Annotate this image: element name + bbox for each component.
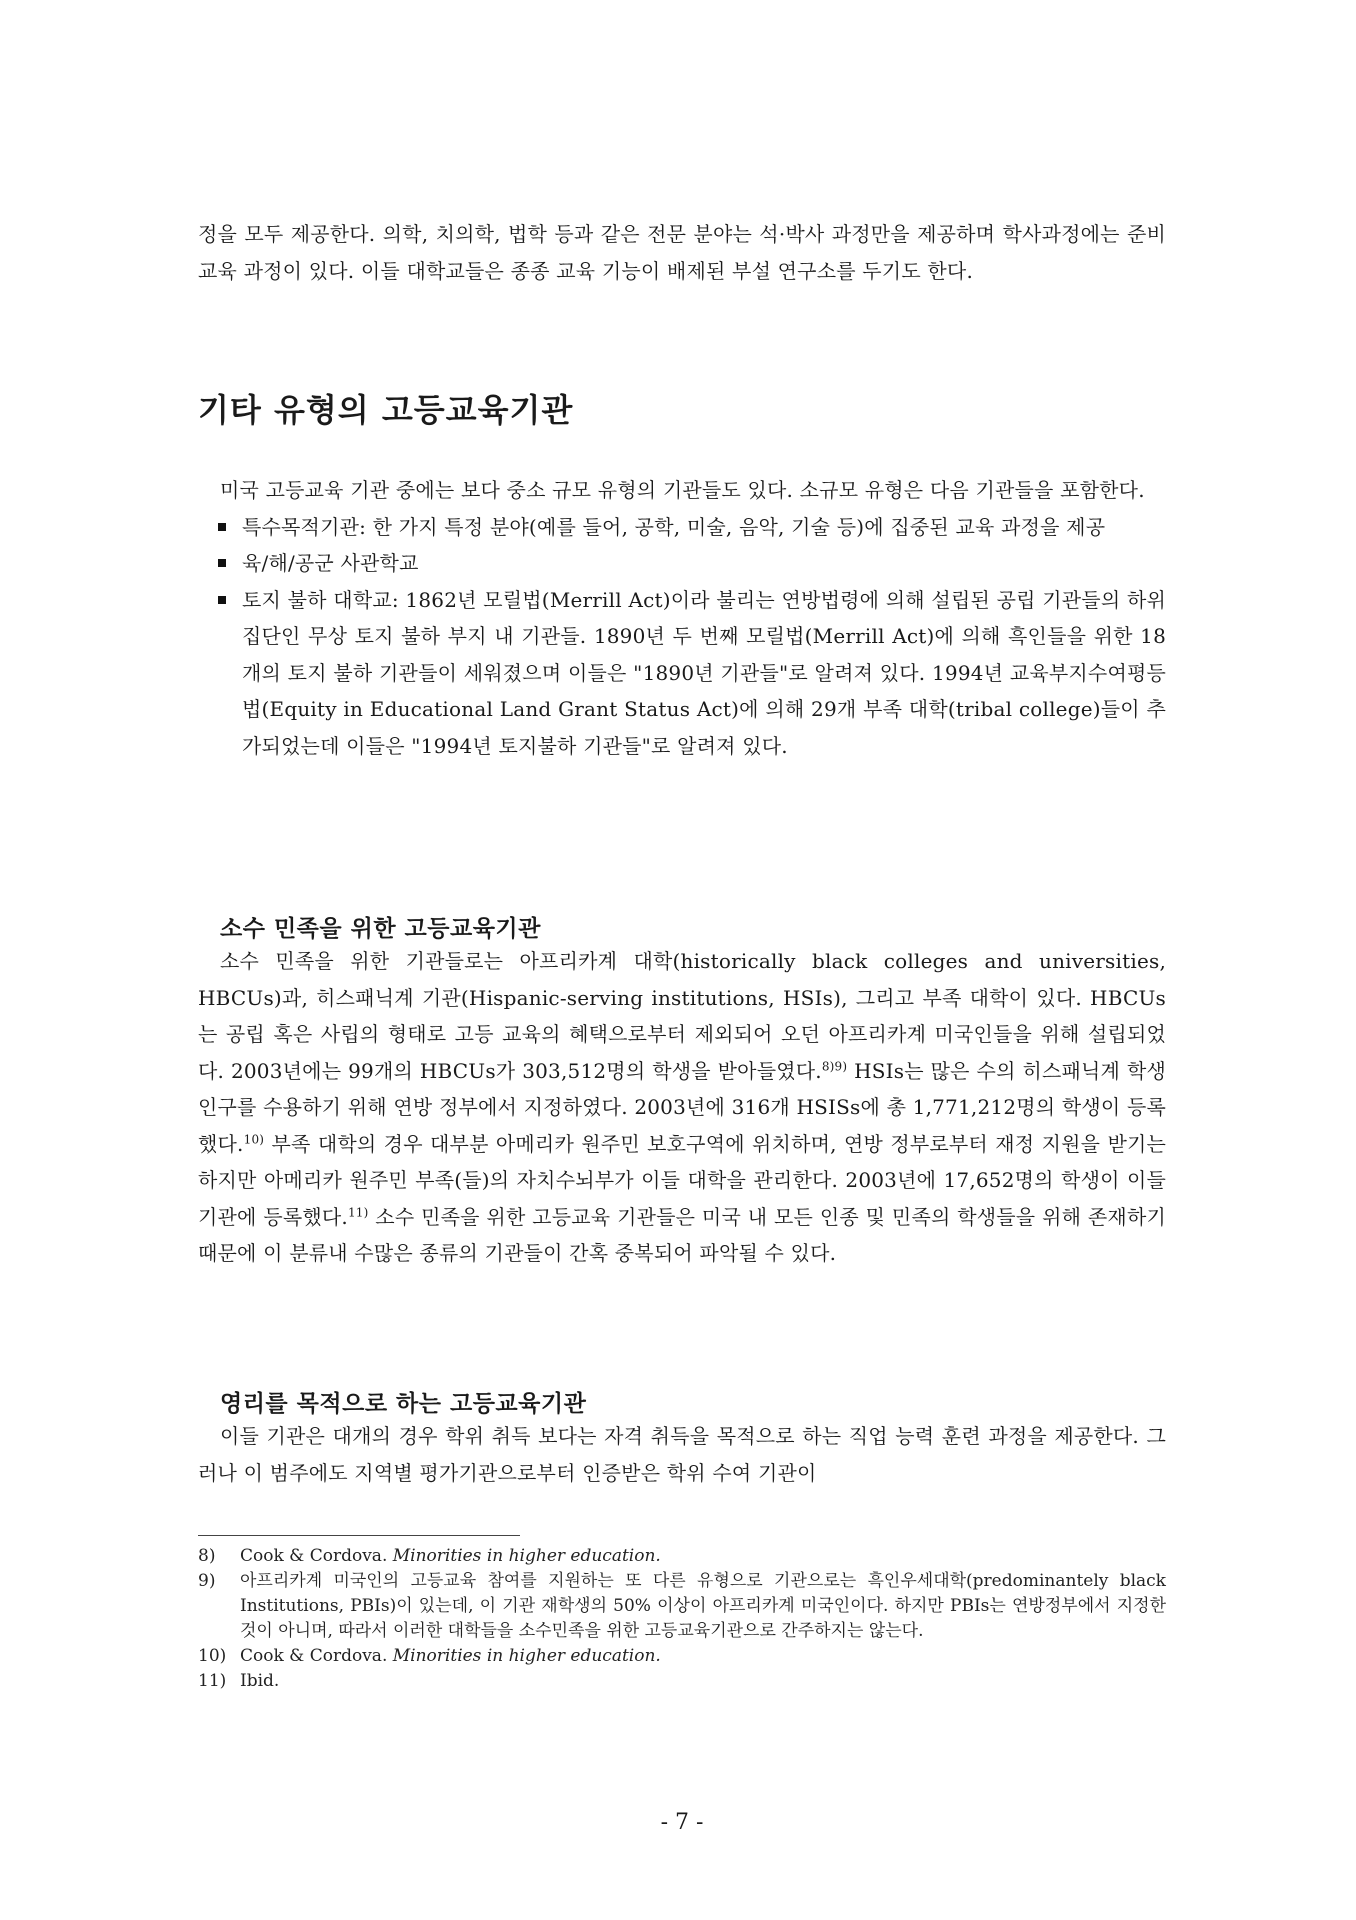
list-item: 육/해/공군 사관학교 [198, 545, 1166, 582]
list-item: 토지 불하 대학교: 1862년 모릴법(Merrill Act)이라 불리는 연방법령에 의해 설립된 공립 기관들의 하위 집단인 무상 토지 불하 부지 내 기관들. 1890년 두 번째 모릴법(Merrill Act)에 의해 흑인들을 위한 18개의 토지 불하 기관들이 세워졌으며 이들은 "1890년 기관들"로 알려져 있다. 1994년 교육부지수여평등법(Equity in Educational Land Grant Status Act)에 의해 29개 부족 대학(tribal college)들이 추가되었는데 이들은 "1994년 토지불하 기관들"로 알려져 있다. [198, 582, 1166, 765]
section-minority-institutions [198, 910, 1166, 1272]
institution-type-list [198, 509, 1166, 765]
for-profit-paragraph: 이들 기관은 대개의 경우 학위 취득 보다는 자격 취득을 목적으로 하는 직업 능력 훈련 과정을 제공한다. 그러나 이 범주에도 지역별 평가기관으로부터 인증받은 학위 수여 기관이 [198, 1424, 1166, 1485]
footnote-item: 11) Ibid. [198, 1671, 280, 1691]
subsection-heading-minority: 소수 민족을 위한 고등교육기관 [220, 916, 541, 942]
footnote-item: 10) Cook & Cordova. Minorities in higher education. [198, 1646, 661, 1666]
section-heading-other-types: 기타 유형의 고등교육기관 [198, 391, 574, 429]
list-item: 특수목적기관: 한 가지 특정 분야(예를 들어, 공학, 미술, 음악, 기술 등)에 집중된 교육 과정을 제공 [198, 509, 1166, 546]
subsection-heading-for-profit: 영리를 목적으로 하는 고등교육기관 [220, 1391, 587, 1417]
page-number: - 7 - [660, 1810, 704, 1835]
footnote-divider [198, 1535, 520, 1536]
bullet-square-icon [218, 523, 226, 531]
minority-paragraph: 소수 민족을 위한 기관들로는 아프리카계 대학(historically black colleges and universities, HBCUs)과, 히스패닉계 기관(Hispanic-serving institutions, HSIs), 그리고 부족 대학이 있다. HBCUs는 공립 혹은 사립의 형태로 고등 교육의 혜택으로부터 제외되어 오던 아프리카계 미국인들을 위해 설립되었다. 2003년에는 99개의 HBCUs가 303,512명의 학생을 받아들였다.$^{8)9)}$ HSIs는 많은 수의 히스패닉계 학생 인구를 수용하기 위해 연방 정부에서 지정하였다. 2003년에 316개 HSISs에 총 1,771,212명의 학생이 등록했다.$^{10)}$ 부족 대학의 경우 대부분 아메리카 원주민 보호구역에 위치하며, 연방 정부로부터 재정 지원을 받기는 하지만 아메리카 원주민 부족(들)의 자치수뇌부가 이들 대학을 관리한다. 2003년에 17,652명의 학생이 이들 기관에 등록했다.$^{11)}$ 소수 민족을 위한 고등교육 기관들은 미국 내 모든 인종 및 민족의 학생들을 위해 존재하기 때문에 이 분류내 수많은 종류의 기관들이 간혹 중복되어 파악될 수 있다. [198, 949, 1166, 1265]
footnotes [198, 1544, 1166, 1694]
other-types-intro: 미국 고등교육 기관 중에는 보다 중소 규모 유형의 기관들도 있다. 소규모 유형은 다음 기관들을 포함한다. [220, 478, 1145, 502]
section-other-types [198, 472, 1166, 764]
section-for-profit-institutions [198, 1385, 1166, 1491]
bullet-square-icon [218, 596, 226, 604]
footnote-ref[interactable]: 11) [347, 1204, 369, 1219]
bullet-square-icon [218, 559, 226, 567]
footnote-item: 8) Cook & Cordova. Minorities in higher education. [198, 1546, 661, 1566]
document-page [198, 0, 1166, 1920]
intro-paragraph: 정을 모두 제공한다. 의학, 치의학, 법학 등과 같은 전문 분야는 석·박사 과정만을 제공하며 학사과정에는 준비 교육 과정이 있다. 이들 대학교들은 종종 교육 기능이 배제된 부설 연구소를 두기도 한다. [198, 222, 1166, 283]
footnote-ref[interactable]: 10) [243, 1131, 265, 1146]
footnote-item: 9) 아프리카계 미국인의 고등교육 참여를 지원하는 또 다른 유형으로 기관으로는 흑인우세대학(predominantely black Institutions, PBIs)이 있는데, 이 기관 재학생의 50% 이상이 아프리카계 미국인이다. 하지만 PBIs는 연방정부에서 지정한 것이 아니며, 따라서 이러한 대학들을 소수민족을 위한 고등교육기관으로 간주하지는 않는다. [198, 1571, 1166, 1641]
footnote-ref[interactable]: 8)9) [821, 1058, 848, 1073]
